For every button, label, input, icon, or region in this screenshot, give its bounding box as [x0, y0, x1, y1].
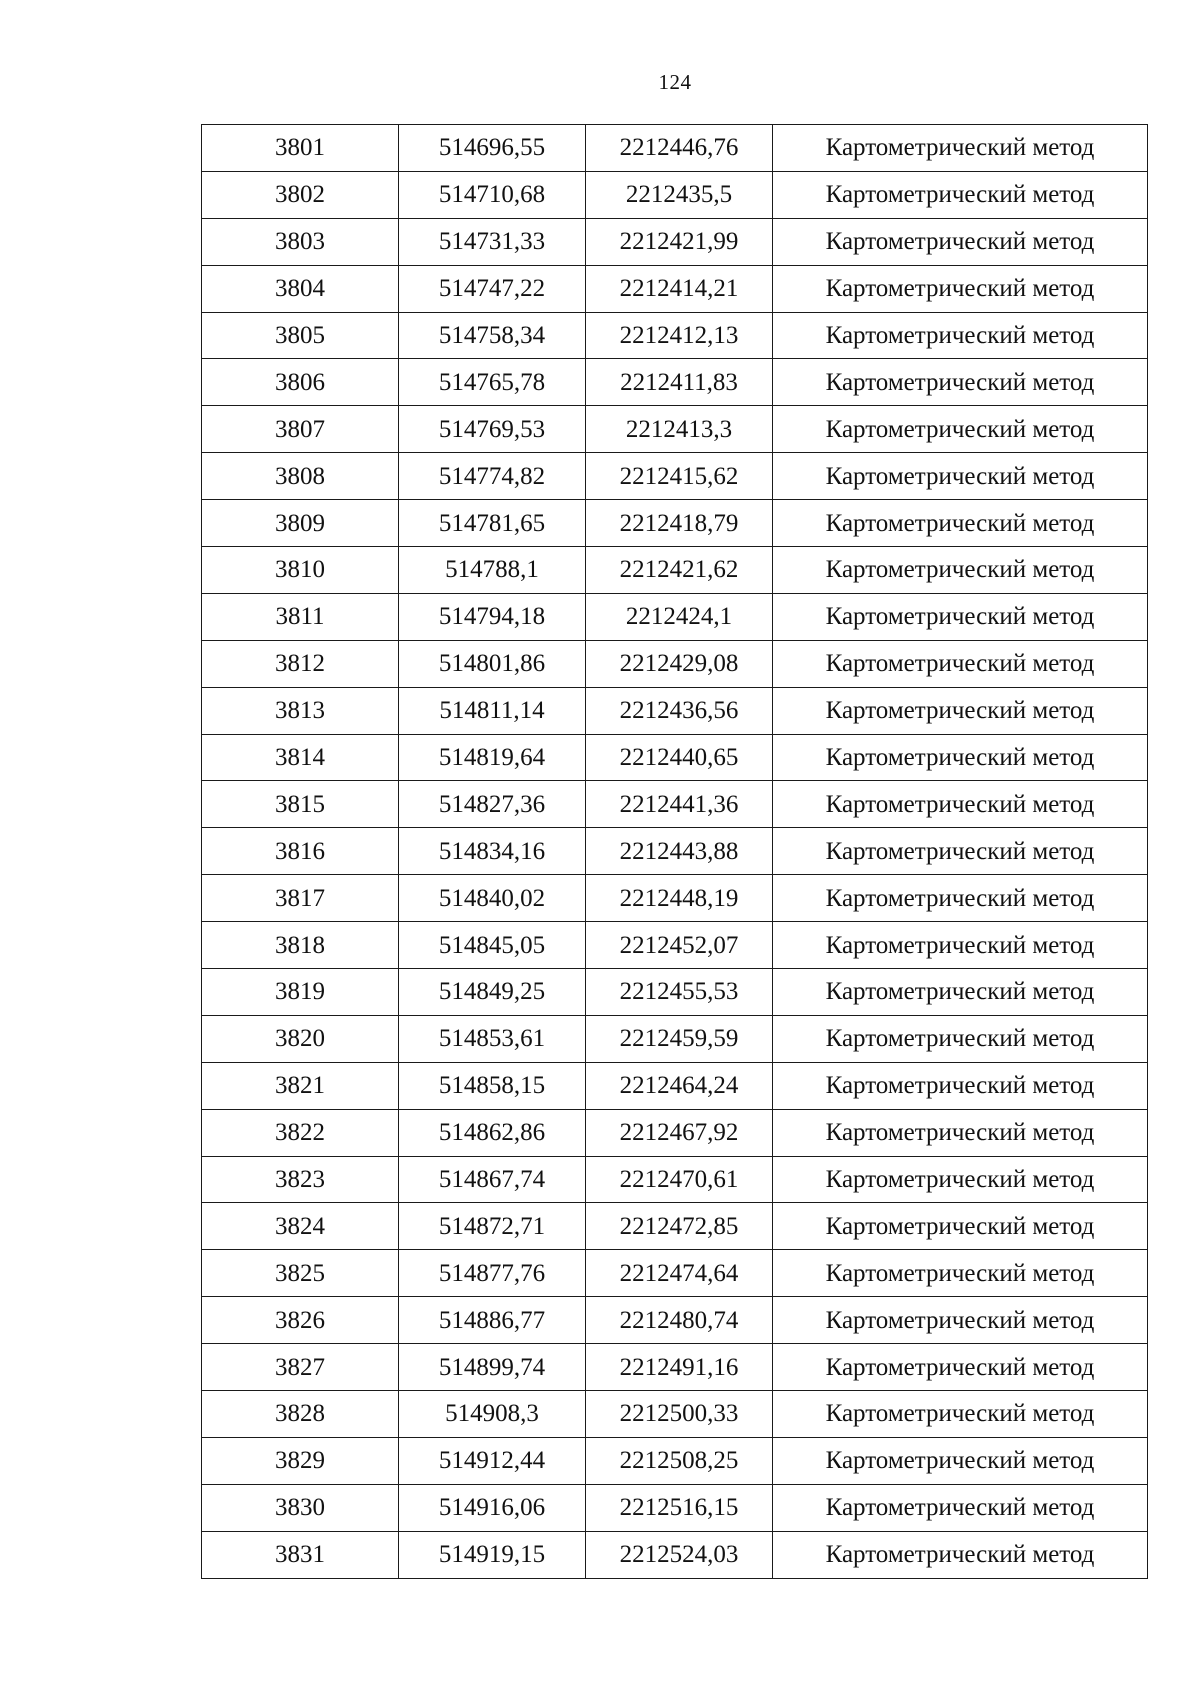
point-number-cell: 3803	[202, 218, 399, 265]
y-coordinate-cell: 2212441,36	[586, 781, 773, 828]
y-coordinate-cell: 2212440,65	[586, 734, 773, 781]
y-coordinate-cell: 2212464,24	[586, 1062, 773, 1109]
page-number: 124	[658, 70, 692, 94]
method-cell: Картометрический метод	[773, 1156, 1148, 1203]
table-row	[202, 359, 1148, 406]
x-coordinate-cell: 514781,65	[399, 500, 586, 547]
method-cell: Картометрический метод	[773, 640, 1148, 687]
y-coordinate-cell: 2212508,25	[586, 1437, 773, 1484]
table-row	[202, 828, 1148, 875]
table-row	[202, 1484, 1148, 1531]
method-cell: Картометрический метод	[773, 1297, 1148, 1344]
method-cell: Картометрический метод	[773, 828, 1148, 875]
y-coordinate-cell: 2212436,56	[586, 687, 773, 734]
table-row	[202, 500, 1148, 547]
method-cell: Картометрический метод	[773, 1062, 1148, 1109]
x-coordinate-cell: 514867,74	[399, 1156, 586, 1203]
method-cell: Картометрический метод	[773, 781, 1148, 828]
x-coordinate-cell: 514811,14	[399, 687, 586, 734]
point-number-cell: 3812	[202, 640, 399, 687]
coordinates-table	[201, 124, 1148, 1579]
point-number-cell: 3823	[202, 1156, 399, 1203]
x-coordinate-cell: 514919,15	[399, 1531, 586, 1578]
point-number-cell: 3818	[202, 922, 399, 969]
table-row	[202, 1062, 1148, 1109]
table-row	[202, 218, 1148, 265]
point-number-cell: 3819	[202, 969, 399, 1016]
x-coordinate-cell: 514774,82	[399, 453, 586, 500]
x-coordinate-cell: 514908,3	[399, 1391, 586, 1438]
y-coordinate-cell: 2212516,15	[586, 1484, 773, 1531]
table-row	[202, 781, 1148, 828]
point-number-cell: 3811	[202, 593, 399, 640]
table-row	[202, 1015, 1148, 1062]
x-coordinate-cell: 514788,1	[399, 547, 586, 594]
y-coordinate-cell: 2212411,83	[586, 359, 773, 406]
point-number-cell: 3813	[202, 687, 399, 734]
coordinates-table-body	[202, 125, 1148, 1579]
method-cell: Картометрический метод	[773, 1344, 1148, 1391]
x-coordinate-cell: 514834,16	[399, 828, 586, 875]
method-cell: Картометрический метод	[773, 453, 1148, 500]
y-coordinate-cell: 2212446,76	[586, 125, 773, 172]
point-number-cell: 3831	[202, 1531, 399, 1578]
method-cell: Картометрический метод	[773, 593, 1148, 640]
y-coordinate-cell: 2212443,88	[586, 828, 773, 875]
point-number-cell: 3820	[202, 1015, 399, 1062]
y-coordinate-cell: 2212421,99	[586, 218, 773, 265]
y-coordinate-cell: 2212480,74	[586, 1297, 773, 1344]
point-number-cell: 3805	[202, 312, 399, 359]
y-coordinate-cell: 2212421,62	[586, 547, 773, 594]
y-coordinate-cell: 2212412,13	[586, 312, 773, 359]
y-coordinate-cell: 2212474,64	[586, 1250, 773, 1297]
y-coordinate-cell: 2212413,3	[586, 406, 773, 453]
y-coordinate-cell: 2212472,85	[586, 1203, 773, 1250]
method-cell: Картометрический метод	[773, 922, 1148, 969]
method-cell: Картометрический метод	[773, 875, 1148, 922]
y-coordinate-cell: 2212500,33	[586, 1391, 773, 1438]
point-number-cell: 3825	[202, 1250, 399, 1297]
method-cell: Картометрический метод	[773, 1391, 1148, 1438]
method-cell: Картометрический метод	[773, 359, 1148, 406]
table-row	[202, 406, 1148, 453]
x-coordinate-cell: 514769,53	[399, 406, 586, 453]
table-row	[202, 875, 1148, 922]
x-coordinate-cell: 514853,61	[399, 1015, 586, 1062]
point-number-cell: 3828	[202, 1391, 399, 1438]
table-row	[202, 1531, 1148, 1578]
table-row	[202, 312, 1148, 359]
point-number-cell: 3824	[202, 1203, 399, 1250]
x-coordinate-cell: 514747,22	[399, 265, 586, 312]
method-cell: Картометрический метод	[773, 1531, 1148, 1578]
x-coordinate-cell: 514801,86	[399, 640, 586, 687]
point-number-cell: 3816	[202, 828, 399, 875]
table-row	[202, 1437, 1148, 1484]
x-coordinate-cell: 514858,15	[399, 1062, 586, 1109]
x-coordinate-cell: 514840,02	[399, 875, 586, 922]
x-coordinate-cell: 514819,64	[399, 734, 586, 781]
table-row	[202, 1344, 1148, 1391]
y-coordinate-cell: 2212418,79	[586, 500, 773, 547]
point-number-cell: 3814	[202, 734, 399, 781]
y-coordinate-cell: 2212435,5	[586, 171, 773, 218]
method-cell: Картометрический метод	[773, 1109, 1148, 1156]
point-number-cell: 3801	[202, 125, 399, 172]
x-coordinate-cell: 514696,55	[399, 125, 586, 172]
table-row	[202, 1297, 1148, 1344]
x-coordinate-cell: 514710,68	[399, 171, 586, 218]
method-cell: Картометрический метод	[773, 1484, 1148, 1531]
method-cell: Картометрический метод	[773, 1437, 1148, 1484]
point-number-cell: 3806	[202, 359, 399, 406]
method-cell: Картометрический метод	[773, 547, 1148, 594]
method-cell: Картометрический метод	[773, 125, 1148, 172]
y-coordinate-cell: 2212414,21	[586, 265, 773, 312]
y-coordinate-cell: 2212470,61	[586, 1156, 773, 1203]
table-row	[202, 1391, 1148, 1438]
point-number-cell: 3807	[202, 406, 399, 453]
table-row	[202, 969, 1148, 1016]
x-coordinate-cell: 514758,34	[399, 312, 586, 359]
point-number-cell: 3830	[202, 1484, 399, 1531]
point-number-cell: 3817	[202, 875, 399, 922]
table-row	[202, 1109, 1148, 1156]
method-cell: Картометрический метод	[773, 500, 1148, 547]
x-coordinate-cell: 514886,77	[399, 1297, 586, 1344]
x-coordinate-cell: 514845,05	[399, 922, 586, 969]
point-number-cell: 3809	[202, 500, 399, 547]
method-cell: Картометрический метод	[773, 1015, 1148, 1062]
method-cell: Картометрический метод	[773, 1203, 1148, 1250]
x-coordinate-cell: 514899,74	[399, 1344, 586, 1391]
point-number-cell: 3808	[202, 453, 399, 500]
point-number-cell: 3829	[202, 1437, 399, 1484]
table-row	[202, 125, 1148, 172]
point-number-cell: 3827	[202, 1344, 399, 1391]
y-coordinate-cell: 2212455,53	[586, 969, 773, 1016]
y-coordinate-cell: 2212448,19	[586, 875, 773, 922]
method-cell: Картометрический метод	[773, 734, 1148, 781]
x-coordinate-cell: 514731,33	[399, 218, 586, 265]
y-coordinate-cell: 2212467,92	[586, 1109, 773, 1156]
y-coordinate-cell: 2212429,08	[586, 640, 773, 687]
y-coordinate-cell: 2212415,62	[586, 453, 773, 500]
method-cell: Картометрический метод	[773, 1250, 1148, 1297]
point-number-cell: 3810	[202, 547, 399, 594]
x-coordinate-cell: 514794,18	[399, 593, 586, 640]
y-coordinate-cell: 2212524,03	[586, 1531, 773, 1578]
x-coordinate-cell: 514862,86	[399, 1109, 586, 1156]
point-number-cell: 3821	[202, 1062, 399, 1109]
table-row	[202, 734, 1148, 781]
method-cell: Картометрический метод	[773, 265, 1148, 312]
y-coordinate-cell: 2212459,59	[586, 1015, 773, 1062]
table-row	[202, 593, 1148, 640]
method-cell: Картометрический метод	[773, 171, 1148, 218]
method-cell: Картометрический метод	[773, 312, 1148, 359]
point-number-cell: 3826	[202, 1297, 399, 1344]
y-coordinate-cell: 2212424,1	[586, 593, 773, 640]
table-row	[202, 171, 1148, 218]
method-cell: Картометрический метод	[773, 218, 1148, 265]
x-coordinate-cell: 514916,06	[399, 1484, 586, 1531]
y-coordinate-cell: 2212452,07	[586, 922, 773, 969]
point-number-cell: 3804	[202, 265, 399, 312]
table-row	[202, 922, 1148, 969]
table-row	[202, 265, 1148, 312]
table-row	[202, 1250, 1148, 1297]
x-coordinate-cell: 514827,36	[399, 781, 586, 828]
x-coordinate-cell: 514849,25	[399, 969, 586, 1016]
table-row	[202, 547, 1148, 594]
x-coordinate-cell: 514877,76	[399, 1250, 586, 1297]
method-cell: Картометрический метод	[773, 687, 1148, 734]
table-row	[202, 1156, 1148, 1203]
method-cell: Картометрический метод	[773, 406, 1148, 453]
point-number-cell: 3815	[202, 781, 399, 828]
table-row	[202, 687, 1148, 734]
method-cell: Картометрический метод	[773, 969, 1148, 1016]
table-row	[202, 1203, 1148, 1250]
x-coordinate-cell: 514765,78	[399, 359, 586, 406]
table-row	[202, 453, 1148, 500]
y-coordinate-cell: 2212491,16	[586, 1344, 773, 1391]
point-number-cell: 3822	[202, 1109, 399, 1156]
x-coordinate-cell: 514912,44	[399, 1437, 586, 1484]
table-row	[202, 640, 1148, 687]
x-coordinate-cell: 514872,71	[399, 1203, 586, 1250]
point-number-cell: 3802	[202, 171, 399, 218]
